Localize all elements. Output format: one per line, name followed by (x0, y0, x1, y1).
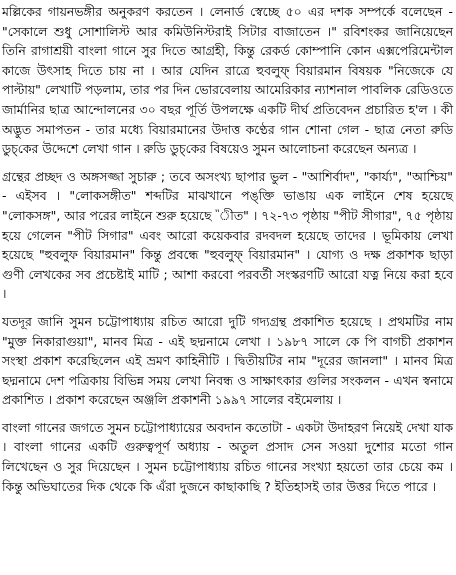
paragraph: মল্লিকের গায়নভঙ্গীর অনুকরণ করতেন । লেনার্ড স্বেচ্ছে ৫০ এর দশক সম্পর্কে বলেছেন - "সেকালে শুধু সোশালিস্ট আর কমিউনিস্টরাই সিটার বাজাতেন ।" রবিশংকর জানিয়েছেন তিনি রাগাশ্রয়ী বাংলা গানে সুর দিতে আগ্রহী, কিন্তু রেকর্ড কোম্পানি কোন এক্সপেরিমেন্টাল কাজে উৎসাহ দিতে চায় না । আর যেদিন রাত্রে হুবলুফ্ বিয়ারমান বিষয়ক "নিজেকে যে পাল্টায়" লেখাটি পড়লাম, তার পর দিন ভোরবেলায় আমেরিকার ন্যাশনাল পাবলিক রেডিওতে জার্মানির ছাত্র আন্দোলনের ৩০ বছর পূর্তি উপলক্ষে একটি দীর্ঘ প্রতিবেদন প্রচারিত হ'ল । কী অদ্ভুত সমাপতন - তার মধ্যে বিয়ারমানের উদাত্ত কণ্ঠের গান শোনা গেল - ছাত্র নেতা রুডি ডুচ্‌কের উদ্দেশে লেখা গান । রুডি ডুচ্‌কের বিষয়েও সুমন আলোচনা করেছেন অন্যত্র । (2, 4, 453, 157)
paragraph: গ্রন্থের প্রচ্ছদ ও অঙ্গসজ্জা সুচারু ; তবে অসংখ্য ছাপার ভুল - "আশির্বাদ", "কার্য্য", "আশ্চিয়" - এইসব । "লোকসঙ্গীত" শব্দটির মাঝখানে পঙ্‌ক্তি ভাঙায় এক লাইনে শেষ হয়েছে "লোকসঙ্গ", আর পরের লাইনে শুরু হয়েছে "ীত" । ৭২-৭৩ পৃষ্ঠায় "পীট সীগার", ৭৫ পৃষ্ঠায় হয়ে গেলেন "পীট সিগার" এবং আরো কয়েকবার রদবদল হয়েছে তাদের । ভূমিকায় লেখা হয়েছে "হুবলুফ বিয়ারমান" কিন্তু প্রবন্ধে "হুবলুফ্ বিয়ারমান" । যোগ্য ও দক্ষ প্রকাশক ছাড়া গুণী লেখকের সব প্রচেষ্টাই মাটি ; আশা করবো পরবর্তী সংস্করণটি আরো যত্ন নিয়ে করা হবে । (2, 168, 453, 302)
paragraph: যতদূর জানি সুমন চট্টোপাধ্যায় রচিত আরো দুটি গদ্যগ্রন্থ প্রকাশিত হয়েছে । প্রথমটির নাম "মুক্ত নিকারাগুয়া", মানব মিত্র - এই ছদ্মনামে লেখা । ১৯৮৭ সালে কে পি বাগচী প্রকাশন সংস্থা প্রকাশ করেছিলেন এই ভ্রমণ কাহিনীটি । দ্বিতীয়টির নাম "দূরের জানলা" । মানব মিত্র ছদ্মনামে দেশ পত্রিকায় বিভিন্ন সময় লেখা নিবন্ধ ও সাক্ষাৎকার গুলির সংকলন - এখন স্বনামে প্রকাশিত । প্রকাশ করেছেন অঞ্জলি প্রকাশনী ১৯৯৭ সালের বইমেলায় । (2, 313, 453, 408)
paragraph: বাংলা গানের জগতে সুমন চট্টোপাধ্যায়ের অবদান কতোটা - একটা উদাহরণ নিয়েই দেখা যাক । বাংলা গানের একটি গুরুত্বপূর্ণ অধ্যায় - অতুল প্রসাদ সেন সওয়া দুশোর মতো গান লিখেছেন ও সুর দিয়েছেন । সুমন চট্টোপাধ্যায় রচিত গানের সংখ্যা হয়তো তার চেয়ে কম । কিন্তু অভিঘাতের দিক থেকে কি এঁরা দুজনে কাছাকাছি ? ইতিহাসই তার উত্তর দিতে পারে । (2, 419, 453, 494)
